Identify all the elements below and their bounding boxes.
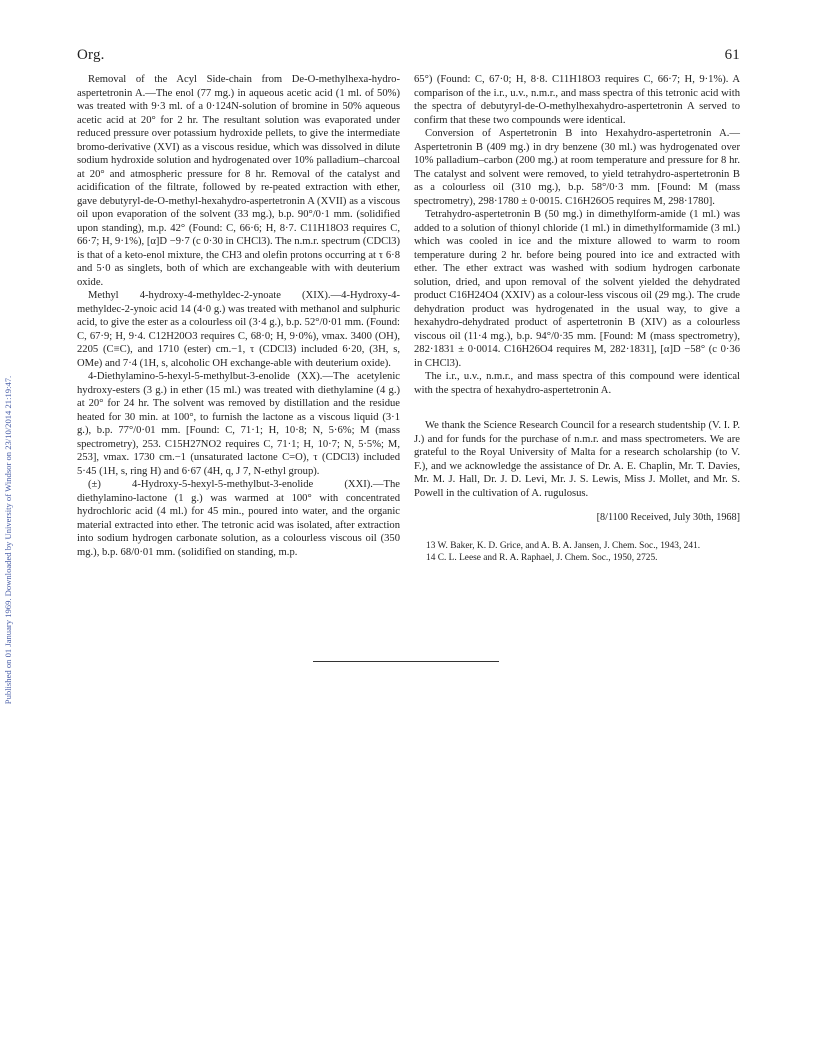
journal-section: Org. xyxy=(77,47,105,63)
paragraph-tetrahydro: Tetrahydro-aspertetronin B (50 mg.) in dimethylform-amide (1 ml.) was added to a solution of thionyl chloride (1 ml.) in dimethylformamide (3 ml.) which was cooled in ice and the mixture allowed to warm to room temperature during 2 hr. before being poured into ice and extracted with ether. The ether extract was washed with sodium hydrogen carbonate solution, dried, and upon removal of the solvent yielded the dehydrated product C16H24O4 (XXIV) as a colour-less viscous oil (29 mg.). The crude dehydration product was hydrogenated in the usual way, to give a hexahydro-dehydrated product of aspertetronin B (XIV) as a colourless viscous oil (11·4 mg.), b.p. 94°/0·35 mm. [Found: M (mass spectrometry), 282·1831 ± 0·0014. C16H26O4 requires M, 282·1831], [α]D −58° (c 0·36 in CHCl3). xyxy=(414,209,740,369)
acknowledgements: We thank the Science Research Council for a research studentship (V. I. P. J.) and for funds for the purchase of n.m.r. and mass spectrometers. We are grateful to the Royal University of Malta for a research scholarship (to V. F.), and we acknowledge the assistance of Dr. A. E. Chaplin, Mr. T. Davies, Mr. M. J. Hall, Dr. J. D. Levi, Mr. J. S. Lewis, Miss J. Mollet, and Mr. S. Powell in the cultivation of A. rugulosus. xyxy=(414,420,740,499)
reference-13: 13 W. Baker, K. D. Grice, and A. B. A. Jansen, J. Chem. Soc., 1943, 241. xyxy=(426,540,701,551)
end-rule xyxy=(313,661,499,662)
paragraph-tetronic-acid: (±) 4-Hydroxy-5-hexyl-5-methylbut-3-enolide (XXI).—The diethylamino-lactone (1 g.) was warmed at 100° with concentrated hydrochloric acid (4 ml.) for 45 min., poured into water, and the organic material extracted into ether. The tetronic acid was isolated, after extraction into sodium hydrogen carbonate solution, as a colourless viscous oil (350 mg.), b.p. 68/0·01 mm. (solidified on standing, m.p. xyxy=(77,479,400,558)
paragraph-diethylamino-lactone: 4-Diethylamino-5-hexyl-5-methylbut-3-enolide (XX).—The acetylenic hydroxy-esters (3 g.) in ether (15 ml.) was treated with diethylamine (4 g.) at 20° for 24 hr. The solvent was removed by distillation and the residue heated for 30 min. at 100°, to furnish the lactone as a viscous liquid (3·1 g.), b.p. 77°/0·01 mm. [Found: C, 71·1; H, 10·8; N, 5·6%; M (mass spectrometry), 253. C15H27NO2 requires C, 71·1; H, 10·7; N, 5·5%; M, 253], νmax. 1730 cm.−1 (unsaturated lactone C=O), τ (CDCl3) included 5·45 (1H, s, ring H) and 6·67 (4H, q, J 7, N-ethyl group). xyxy=(77,371,400,477)
paragraph-identical-spectra: The i.r., u.v., n.m.r., and mass spectra of this compound were identical with the spectra of hexahydro-aspertetronin A. xyxy=(414,371,740,396)
page-header xyxy=(77,47,740,67)
references xyxy=(414,541,740,565)
paragraph-methyl-ester: Methyl 4-hydroxy-4-methyldec-2-ynoate (XIX).—4-Hydroxy-4-methyldec-2-ynoic acid 14 (4·0 g.) was treated with methanol and sulphuric acid, to give the ester as a colourless oil (3·4 g.), b.p. 52°/0·01 mm. (Found: C, 67·9; H, 9·4. C12H20O3 requires C, 68·0; H, 9·0%), νmax. 3400 (OH), 2205 (C≡C), and 1710 (ester) cm.−1, τ (CDCl3) included 6·20, (3H, s, OMe) and 7·4 (1H, s, alcoholic OH exchange-able with deuterium oxide). xyxy=(77,290,400,369)
paragraph-conversion: Conversion of Aspertetronin B into Hexahydro-aspertetronin A.—Aspertetronin B (409 mg.) in dry benzene (30 ml.) was hydrogenated over 10% palladium–carbon (200 mg.) at room temperature and pressure for 8 hr. The catalyst and solvent were removed, to yield tetrahydro-aspertetronin B as a colourless oil (310 mg.), b.p. 58°/0·3 mm. [Found: M (mass spectrometry), 298·1780 ± 0·0015. C16H26O5 requires M, 298·1780]. xyxy=(414,128,740,207)
right-column xyxy=(414,73,740,566)
page-number: 61 xyxy=(724,47,740,63)
side-note-text: Published on 01 January 1969. Downloaded by University of Windsor on 23/10/2014 21:19:47. xyxy=(3,375,13,705)
reference-14: 14 C. L. Leese and R. A. Raphael, J. Chem. Soc., 1950, 2725. xyxy=(426,553,658,563)
left-column xyxy=(77,73,400,559)
paragraph-removal-acyl: Removal of the Acyl Side-chain from De-O-methylhexa-hydro-aspertetronin A.—The enol (77 mg.) in aqueous acetic acid (1 ml. of 50%) was treated with 9·3 ml. of a 0·124N-solution of bromine in 50% aqueous acetic acid at 20° for 2 hr. The resultant solution was evaporated under reduced pressure over potassium hydroxide pellets, to give the intermediate bromo-derivative (XVI) as a viscous residue, which was dissolved in dilute sodium hydroxide solution and hydrogenated over 10% palladium–charcoal at 20° and atmospheric pressure for 8 hr. Removal of the catalyst and acidification of the filtrate, followed by re-peated extraction with ether, gave debutyryl-de-O-methyl-hexahydro-aspertetronin A (XVII) as a viscous oil upon evaporation of the solvent (33 mg.), b.p. 90°/0·1 mm. (solidified upon standing), m.p. 42° (Found: C, 66·6; H, 8·7. C11H18O3 requires C, 66·7; H, 9·1%), [α]D −9·7 (c 0·30 in CHCl3). The n.m.r. spectrum (CDCl3) is that of a keto-enol mixture, the CH3 and olefin protons occurring at τ 6·8 and 5·0 as singlets, both of which are exchangeable with with deuterium oxide. xyxy=(77,74,400,288)
paragraph-continued: 65°) (Found: C, 67·0; H, 8·8. C11H18O3 requires C, 66·7; H, 9·1%). A comparison of the i.r., u.v., n.m.r., and mass spectra of this tetronic acid with the spectra of debutyryl-de-O-methylhexahydro-aspertetronin A served to confirm that these two compounds were identical. xyxy=(414,74,740,126)
publication-side-note xyxy=(0,150,16,930)
received-date: [8/1100 Received, July 30th, 1968] xyxy=(596,512,740,523)
